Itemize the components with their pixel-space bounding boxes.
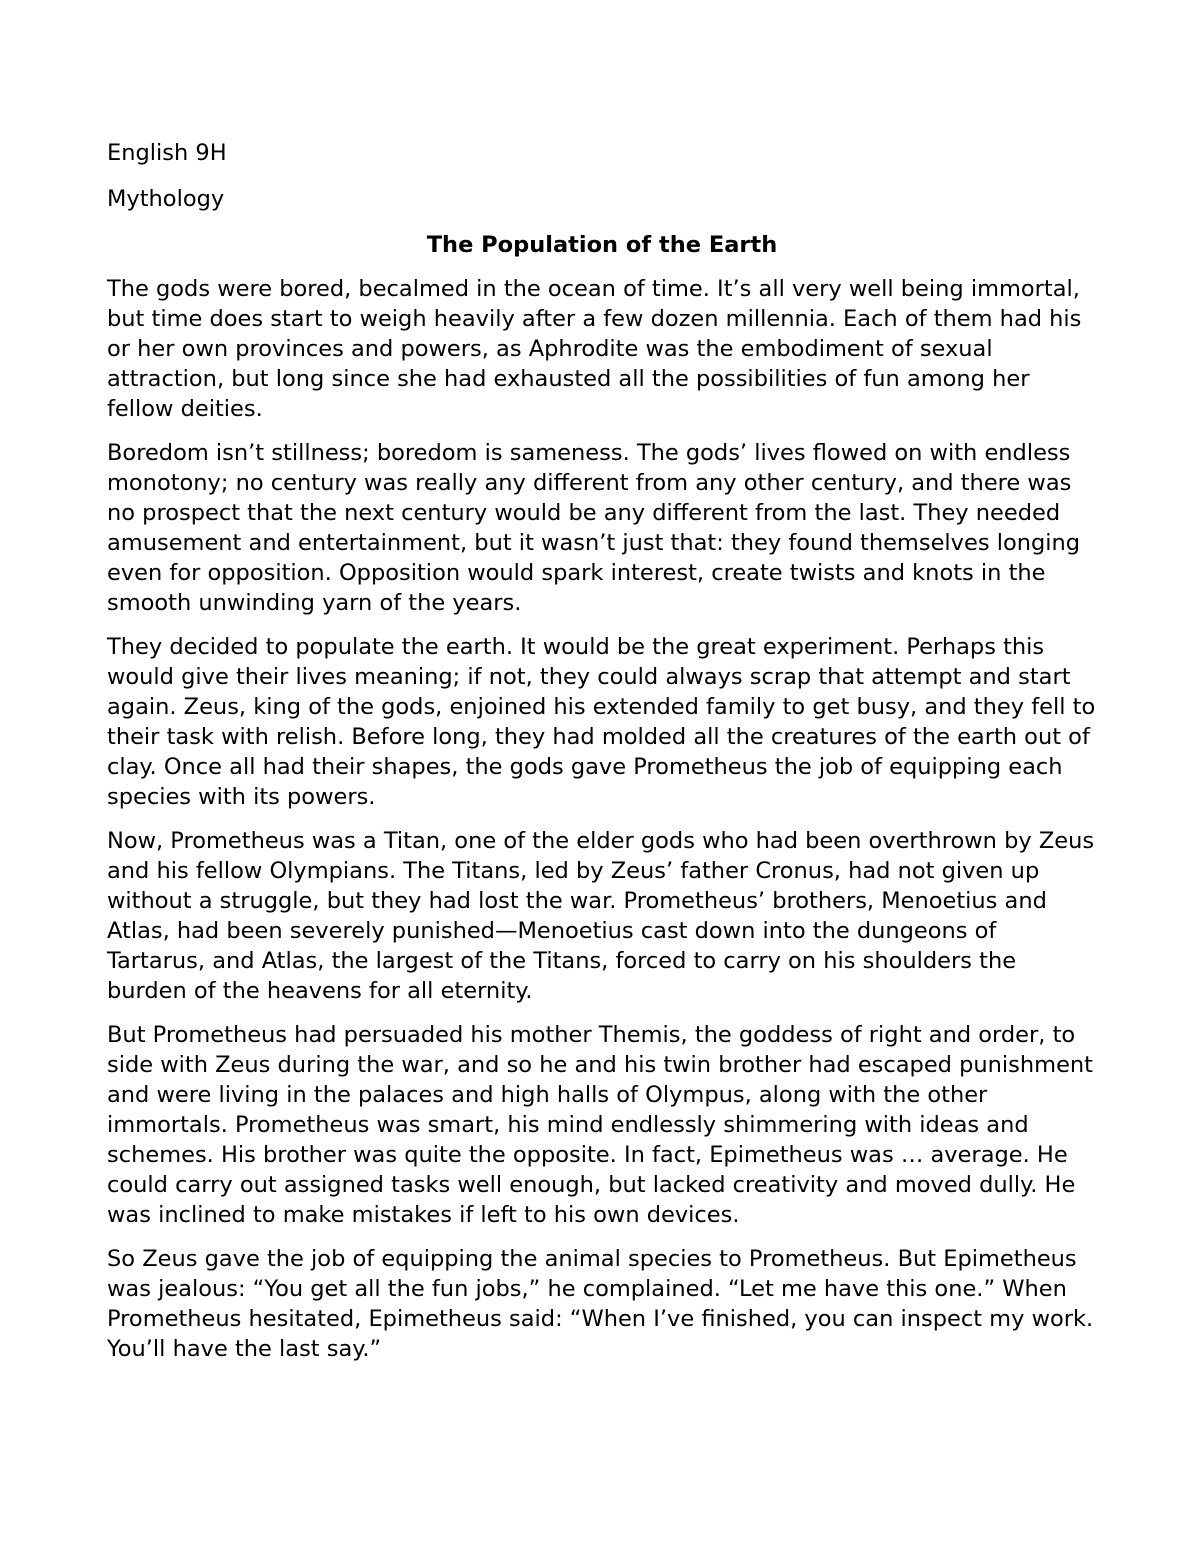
document-page (107, 138, 1097, 1378)
paragraph-4: Now, Prometheus was a Titan, one of the elder gods who had been overthrown by Zeus and his fellow Olympians. The Titans, led by Zeus’ father Cronus, had not given up without a struggle, but they had lost the war. Prometheus’ brothers, Menoetius and Atlas, had been severely punished—Menoetius cast down into the dungeons of Tartarus, and Atlas, the largest of the Titans, forced to carry on his shoulders the burden of the heavens for all eternity. (107, 828, 1095, 1004)
paragraph-5: But Prometheus had persuaded his mother Themis, the goddess of right and order, to side with Zeus during the war, and so he and his twin brother had escaped punishment and were living in the palaces and high halls of Olympus, along with the other immortals. Prometheus was smart, his mind endlessly shimmering with ideas and schemes. His brother was quite the opposite. In fact, Epimetheus was … average. He could carry out assigned tasks well enough, but lacked creativity and moved dully. He was inclined to make mistakes if left to his own devices. (107, 1022, 1094, 1228)
unit-name: Mythology (107, 186, 225, 212)
course-name: English 9H (107, 140, 227, 166)
paragraph-6: So Zeus gave the job of equipping the animal species to Prometheus. But Epimetheus was jealous: “You get all the fun jobs,” he complained. “Let me have this one.” When Prometheus hesitated, Epimetheus said: “When I’ve finished, you can inspect my work. You’ll have the last say.” (107, 1246, 1094, 1362)
paragraph-1: The gods were bored, becalmed in the ocean of time. It’s all very well being immortal, but time does start to weigh heavily after a few dozen millennia. Each of them had his or her own provinces and powers, as Aphrodite was the embodiment of sexual attraction, but long since she had exhausted all the possibilities of fun among her fellow deities. (107, 276, 1082, 422)
paragraph-2: Boredom isn’t stillness; boredom is sameness. The gods’ lives flowed on with endless monotony; no century was really any different from any other century, and there was no prospect that the next century would be any different from the last. They needed amusement and entertainment, but it wasn’t just that: they found themselves longing even for opposition. Opposition would spark interest, create twists and knots in the smooth unwinding yarn of the years. (107, 440, 1081, 616)
document-title: The Population of the Earth (426, 232, 778, 258)
paragraph-3: They decided to populate the earth. It would be the great experiment. Perhaps this would give their lives meaning; if not, they could always scrap that attempt and start again. Zeus, king of the gods, enjoined his extended family to get busy, and they fell to their task with relish. Before long, they had molded all the creatures of the earth out of clay. Once all had their shapes, the gods gave Prometheus the job of equipping each species with its powers. (107, 634, 1096, 810)
